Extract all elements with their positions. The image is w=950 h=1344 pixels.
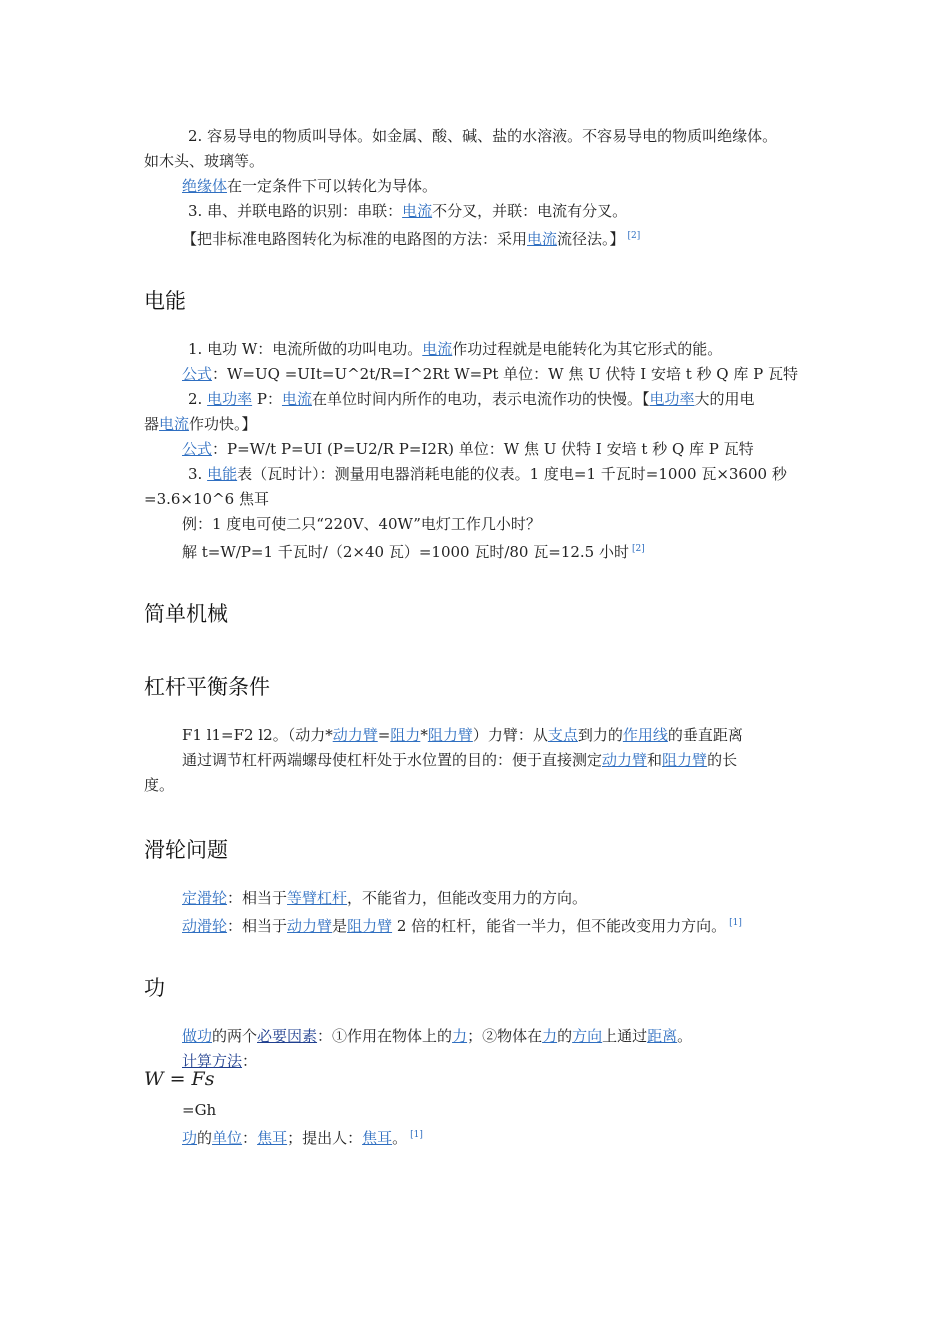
link-current[interactable]: 电流 (281, 390, 312, 408)
link-equal-arm-lever[interactable]: 等臂杠杆 (287, 889, 348, 907)
paragraph-fixed-pulley: 定滑轮：相当于等臂杠杆，不能省力，但能改变用力的方向。 (182, 889, 588, 907)
paragraph-energy-meter-cont: =3.6×10^6 焦耳 (144, 490, 269, 508)
paragraph-formula-work: 公式：W=UQ =UIt=U^2t/R=I^2Rt W=Pt 单位：W 焦 U 伏特 I 安培 t 秒 Q 库 P 瓦特 (182, 365, 798, 383)
heading-lever-balance: 杠杆平衡条件 (144, 675, 270, 699)
link-resistance[interactable]: 阻力 (390, 726, 421, 744)
link-distance[interactable]: 距离 (647, 1027, 678, 1045)
link-necessary-factors[interactable]: 必要因素 (257, 1027, 318, 1045)
citation-ref[interactable]: [1] (410, 1130, 423, 1140)
paragraph-example: 例：1 度电可使二只“220V、40W”电灯工作几小时？ (182, 515, 541, 533)
paragraph-lever-adjust-cont: 度。 (144, 776, 175, 794)
link-unit[interactable]: 单位 (212, 1129, 243, 1147)
paragraph-conductor: 2. 容易导电的物质叫导体。如金属、酸、碱、盐的水溶液。不容易导电的物质叫绝缘体。 (188, 127, 778, 145)
citation-ref[interactable]: [1] (729, 918, 742, 928)
paragraph-circuit-method: 【把非标准电路图转化为标准的电路图的方法：采用电流流径法。】 [2] (182, 230, 641, 248)
link-insulator[interactable]: 绝缘体 (182, 177, 228, 195)
formula-work: W = Fs (144, 1068, 215, 1090)
link-current[interactable]: 电流 (402, 202, 433, 220)
link-resistance-arm[interactable]: 阻力臂 (427, 726, 473, 744)
link-electric-power[interactable]: 电功率 (207, 390, 253, 408)
paragraph-work-unit: 功的单位：焦耳；提出人：焦耳。 [1] (182, 1129, 423, 1147)
link-do-work[interactable]: 做功 (182, 1027, 213, 1045)
link-electric-power[interactable]: 电功率 (649, 390, 695, 408)
paragraph-lever-formula: F1 l1=F2 l2。（动力*动力臂=阻力*阻力臂）力臂：从支点到力的作用线的垂直距离 (182, 726, 743, 744)
link-direction[interactable]: 方向 (572, 1027, 603, 1045)
link-resistance-arm[interactable]: 阻力臂 (662, 751, 708, 769)
link-joule[interactable]: 焦耳 (362, 1129, 393, 1147)
paragraph-gh: =Gh (182, 1101, 217, 1119)
link-force[interactable]: 力 (452, 1027, 468, 1045)
paragraph-movable-pulley: 动滑轮：相当于动力臂是阻力臂 2 倍的杠杆，能省一半力，但不能改变用力方向。 [1] (182, 917, 742, 935)
paragraph-series-parallel: 3. 串、并联电路的识别：串联：电流不分叉，并联：电流有分叉。 (188, 202, 628, 220)
paragraph-calc-method: 计算方法： (182, 1052, 258, 1070)
paragraph-lever-adjust: 通过调节杠杆两端螺母使杠杆处于水位置的目的：便于直接测定动力臂和阻力臂的长 (182, 751, 738, 769)
link-fulcrum[interactable]: 支点 (547, 726, 578, 744)
link-fixed-pulley[interactable]: 定滑轮 (182, 889, 228, 907)
link-resistance-arm[interactable]: 阻力臂 (347, 917, 393, 935)
citation-ref[interactable]: [2] (627, 231, 641, 241)
link-current[interactable]: 电流 (422, 340, 453, 358)
paragraph-conductor-cont: 如木头、玻璃等。 (144, 152, 265, 170)
paragraph-work-factors: 做功的两个必要因素：①作用在物体上的力；②物体在力的方向上通过距离。 (182, 1027, 693, 1045)
heading-electric-energy: 电能 (144, 289, 186, 313)
paragraph-formula-power: 公式：P=W/t P=UI (P=U2/R P=I2R) 单位：W 焦 U 伏特 I 安培 t 秒 Q 库 P 瓦特 (182, 440, 754, 458)
link-current[interactable]: 电流 (159, 415, 190, 433)
link-joule[interactable]: 焦耳 (257, 1129, 288, 1147)
heading-pulley: 滑轮问题 (144, 838, 228, 862)
link-current[interactable]: 电流 (527, 230, 558, 248)
link-calc-method[interactable]: 计算方法 (182, 1052, 243, 1070)
link-formula[interactable]: 公式 (182, 365, 213, 383)
paragraph-electric-power: 2. 电功率 P：电流在单位时间内所作的电功，表示电流作功的快慢。【电功率大的用电 (188, 390, 755, 408)
heading-work: 功 (144, 976, 165, 1000)
link-electric-energy[interactable]: 电能 (207, 465, 238, 483)
paragraph-insulator: 绝缘体在一定条件下可以转化为导体。 (182, 177, 438, 195)
heading-simple-machines: 简单机械 (144, 602, 228, 626)
link-line-of-action[interactable]: 作用线 (622, 726, 668, 744)
link-effort-arm[interactable]: 动力臂 (287, 917, 333, 935)
paragraph-electric-power-cont: 器电流作功快。】 (144, 415, 257, 433)
link-formula[interactable]: 公式 (182, 440, 213, 458)
citation-ref[interactable]: [2] (631, 544, 645, 554)
link-work[interactable]: 功 (182, 1129, 198, 1147)
link-movable-pulley[interactable]: 动滑轮 (182, 917, 228, 935)
paragraph-energy-meter: 3. 电能表（瓦时计）：测量用电器消耗电能的仪表。1 度电=1 千瓦时=1000 瓦×3600 秒 (188, 465, 787, 483)
link-effort-arm[interactable]: 动力臂 (332, 726, 378, 744)
paragraph-electric-work: 1. 电功 W：电流所做的功叫电功。电流作功过程就是电能转化为其它形式的能。 (188, 340, 723, 358)
link-effort-arm[interactable]: 动力臂 (602, 751, 648, 769)
paragraph-solution: 解 t=W/P=1 千瓦时/（2×40 瓦）=1000 瓦时/80 瓦=12.5 小时 [2] (182, 543, 645, 561)
link-force[interactable]: 力 (542, 1027, 558, 1045)
